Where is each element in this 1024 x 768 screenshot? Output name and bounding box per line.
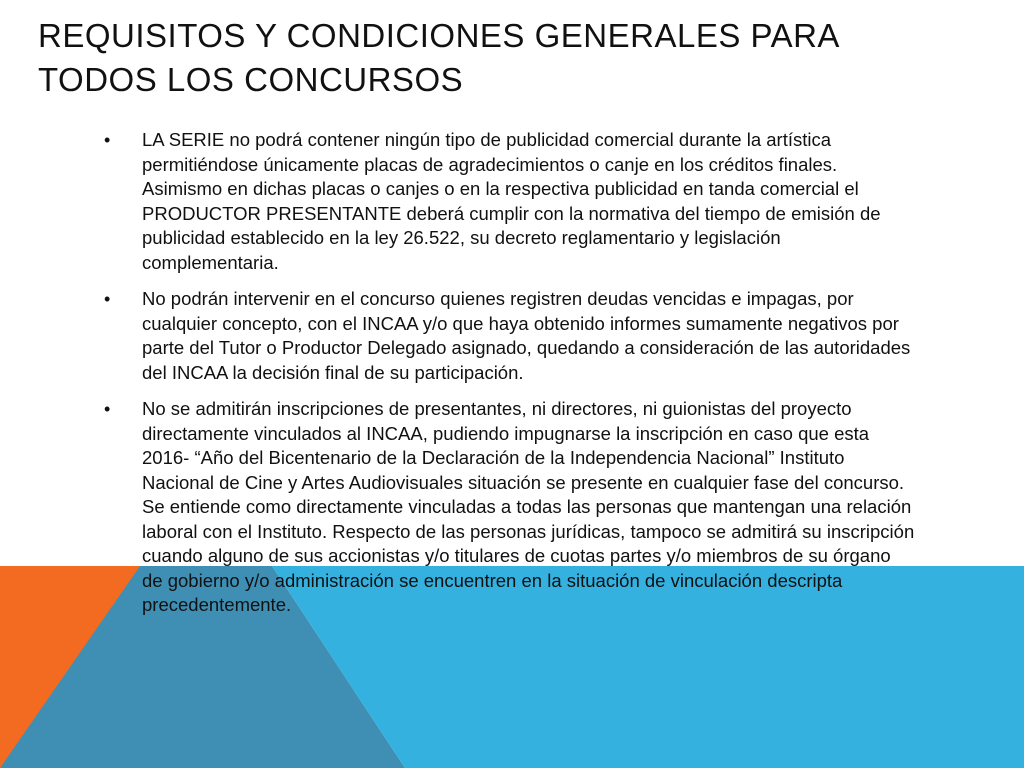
bullet-text: No podrán intervenir en el concurso quienes registren deudas vencidas e impagas, por cualquier concepto, con el INCAA y/o que haya obtenido informes sumamente negativos por parte del Tutor o Productor Delegado asignado, quedando a consideración de las autoridades del INCAA la decisión final de su participación. [142,288,911,383]
bullet-list [100,128,915,630]
bullet-item [100,397,915,618]
bullet-item [100,128,915,275]
bullet-icon: • [104,130,111,150]
bullet-icon: • [104,289,111,309]
bullet-item [100,287,915,385]
bullet-text: No se admitirán inscripciones de presentantes, ni directores, ni guionistas del proyecto directamente vinculados al INCAA, pudiendo impugnarse la inscripción en caso que esta 2016- “Año del Bicentenario de la Declaración de la Independencia Nacional” Instituto Nacional de Cine y Artes Audiovisuales situación se presente en cualquier fase del concurso. Se entiende como directamente vinculadas a todas las personas que mantengan una relación laboral con el Instituto. Respecto de las personas jurídicas, tampoco se admitirá su inscripción cuando alguno de sus accionistas y/o titulares de cuotas partes y/o miembros de su órgano de gobierno y/o administración se encuentren en la situación de vinculación descripta precedentemente. [142,398,915,615]
bullet-text: LA SERIE no podrá contener ningún tipo de publicidad comercial durante la artística permitiéndose únicamente placas de agradecimientos o canje en los créditos finales. Asimismo en dichas placas o canjes o en la respectiva publicidad en tanda comercial el PRODUCTOR PRESENTANTE deberá cumplir con la normativa del tiempo de emisión de publicidad establecido en la ley 26.522, su decreto reglamentario y legislación complementaria. [142,129,881,273]
bullet-icon: • [104,399,111,419]
slide-title: REQUISITOS Y CONDICIONES GENERALES PARA TODOS LOS CONCURSOS [38,17,839,98]
